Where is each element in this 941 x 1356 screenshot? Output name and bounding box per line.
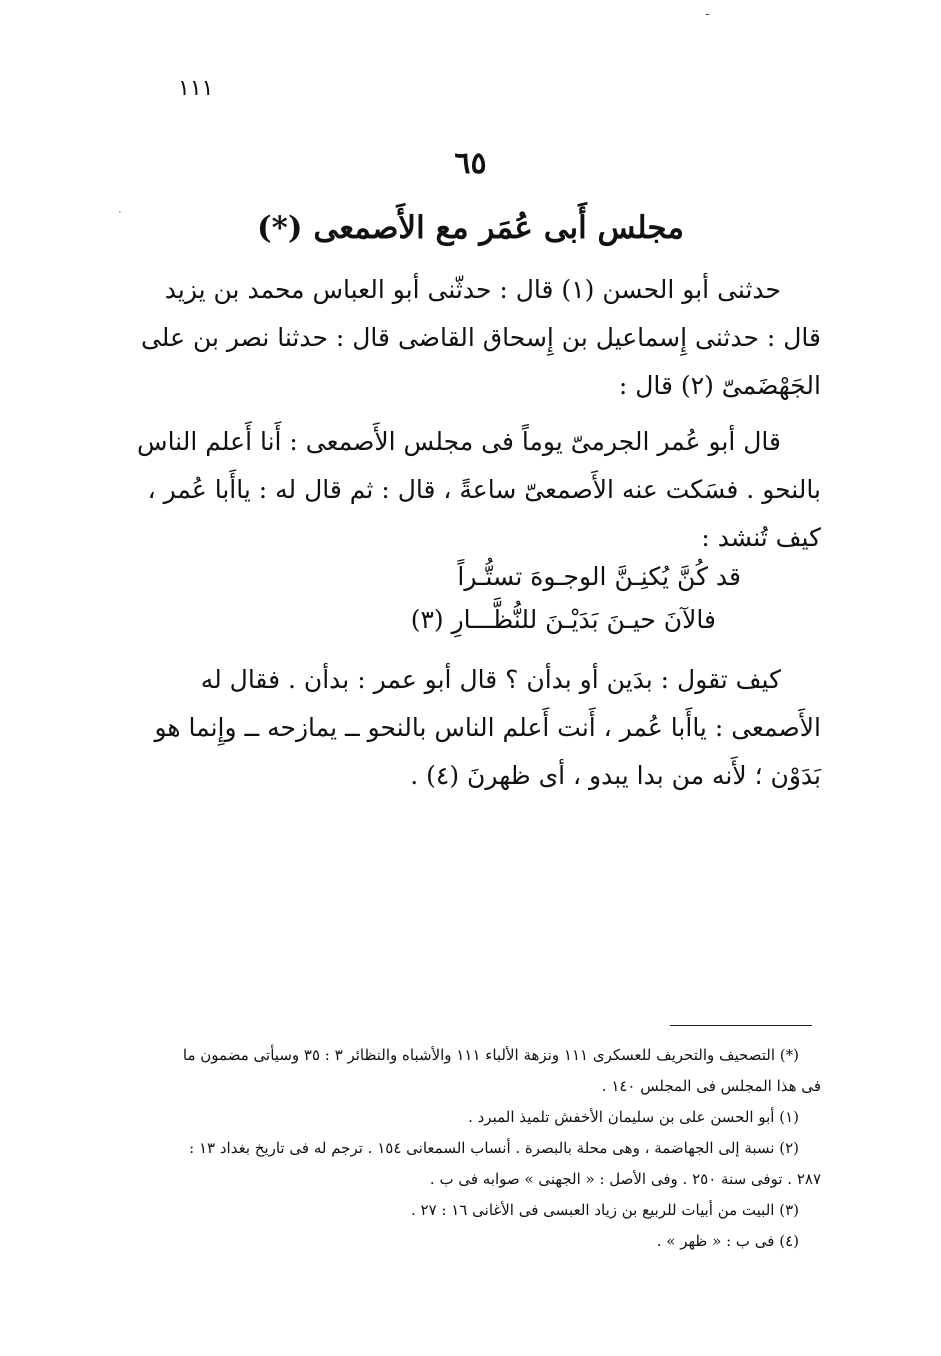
paragraph-dialogue: [131, 656, 821, 800]
footnote: (١) أبو الحسن على بن سليمان الأخفش تلميذ المبرد .: [468, 1108, 799, 1126]
text-line: قال : حدثنى إِسماعيل بن إِسحاق القاضى قال : حدثنا نصر بن على: [140, 323, 821, 352]
footnote-separator: [670, 1025, 812, 1026]
page-number: ١١١: [178, 76, 214, 101]
footnote-continuation: ٢٨٧ . توفى سنة ٢٥٠ . وفى الأصل : « الجهنى » صوابه فى ب .: [429, 1170, 821, 1188]
text-line: كيف تقول : بدَين أو بدأن ؟ قال أبو عمر : بدأن . فقال له: [200, 665, 781, 694]
text-line: الأَصمعى : ياأَبا عُمر ، أَنت أَعلم الناس بالنحو ــ يمازحه ــ وإِنما هو: [154, 713, 821, 742]
footnote: (*) التصحيف والتحريف للعسكرى ١١١ ونزهة الألباء ١١١ والأشباه والنظائر ٣ : ٣٥ وسيأتى مضمون ما: [182, 1046, 799, 1064]
chapter-title: مجلس أَبى عُمَر مع الأَصمعى (*): [257, 210, 684, 246]
paragraph-narrative: [131, 418, 821, 562]
verse-line-2: فالآنَ حيـنَ بَدَيْـنَ للنُّظَّـــارِ (٣): [410, 605, 716, 634]
text-line: قال أبو عُمر الجرمىّ يوماً فى مجلس الأَصمعى : أَنا أَعلم الناس: [137, 427, 781, 456]
footnotes: [131, 1040, 821, 1257]
footnote: (٢) نسبة إلى الجهاضمة ، وهى محلة بالبصرة . أنساب السمعانى ١٥٤ . ترجم له فى تاريخ بغداد ١٣ :: [189, 1139, 799, 1157]
stray-dot: ·: [118, 205, 122, 219]
text-line: بَدَوْن ؛ لأَنه من بدا يبدو ، أى ظهرنَ (٤) .: [410, 761, 821, 790]
stray-mark: -: [705, 6, 710, 22]
chapter-number: ٦٥: [454, 146, 487, 181]
footnote: (٤) فى ب : « ظهر » .: [656, 1232, 799, 1250]
footnote: (٣) البيت من أبيات للربيع بن زياد العبسى فى الأغانى ١٦ : ٢٧ .: [410, 1201, 799, 1219]
paragraph-isnad: [131, 266, 821, 410]
text-line: بالنحو . فسَكت عنه الأَصمعىّ ساعةً ، قال : ثم قال له : ياأَبا عُمر ،: [147, 475, 821, 504]
text-line: كيف تُنشد :: [701, 523, 821, 552]
footnote-continuation: فى هذا المجلس فى المجلس ١٤٠ .: [601, 1077, 821, 1095]
text-line: الجَهْضَمىّ (٢) قال :: [618, 371, 821, 400]
verse-line-1: قد كُنَّ يُكنِـنَّ الوجـوهَ تستُّـراً: [457, 562, 741, 591]
text-line: حدثنى أبو الحسن (١) قال : حدثّنى أبو العباس محمد بن يزيد: [164, 275, 781, 304]
